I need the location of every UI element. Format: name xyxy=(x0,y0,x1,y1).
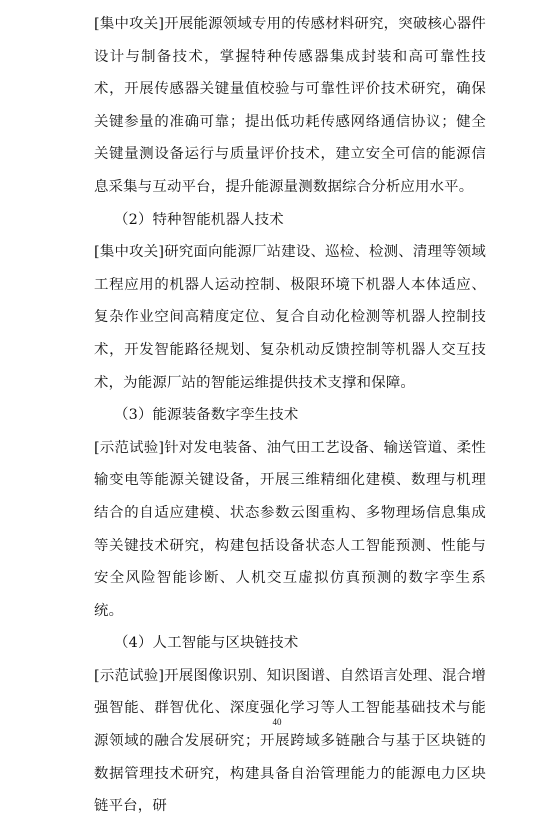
page-number: 40 xyxy=(272,717,282,727)
heading-special-robot: （2）特种智能机器人技术 xyxy=(114,211,284,228)
heading-digital-twin: （3）能源装备数字孪生技术 xyxy=(114,407,299,424)
paragraph-digital-twin: [示范试验]针对发电装备、油气田工艺设备、输送管道、柔性输变电等能源关键设备，开展三维精细化建模、数理与机理结合的自适应建模、状态参数云图重构、多物理场信息集成等关键技术研究，构建包括设备状态人工智能预测、性能与安全风险智能诊断、人机交互虚拟仿真预测的数字孪生系统。 xyxy=(94,439,486,619)
paragraph-ai-blockchain: [示范试验]开展图像识别、知识图谱、自然语言处理、混合增强智能、群智优化、深度强化学习等人工智能基础技术与能源领域的融合发展研究；开展跨域多链融合与基于区块链的数据管理技术研究，构建具备自治管理能力的能源电力区块链平台，研 xyxy=(94,667,486,815)
document-page xyxy=(94,8,486,823)
heading-ai-blockchain: （4）人工智能与区块链技术 xyxy=(114,635,299,652)
paragraph-special-robot: [集中攻关]研究面向能源厂站建设、巡检、检测、清理等领域工程应用的机器人运动控制、极限环境下机器人本体适应、复杂作业空间高精度定位、复合自动化检测等机器人控制技术，开发智能路径规划、复杂机动反馈控制等机器人交互技术，为能源厂站的智能运维提供技术支撑和保障。 xyxy=(94,244,486,391)
paragraph-sensor-materials: [集中攻关]开展能源领域专用的传感材料研究，突破核心器件设计与制备技术，掌握特种传感器集成封装和高可靠性技术，开展传感器关键量值校验与可靠性评价技术研究，确保关键参量的准确可靠；提出低功耗传感网络通信协议；健全关键量测设备运行与质量评价技术，建立安全可信的能源信息采集与互动平台，提升能源量测数据综合分析应用水平。 xyxy=(94,16,486,195)
